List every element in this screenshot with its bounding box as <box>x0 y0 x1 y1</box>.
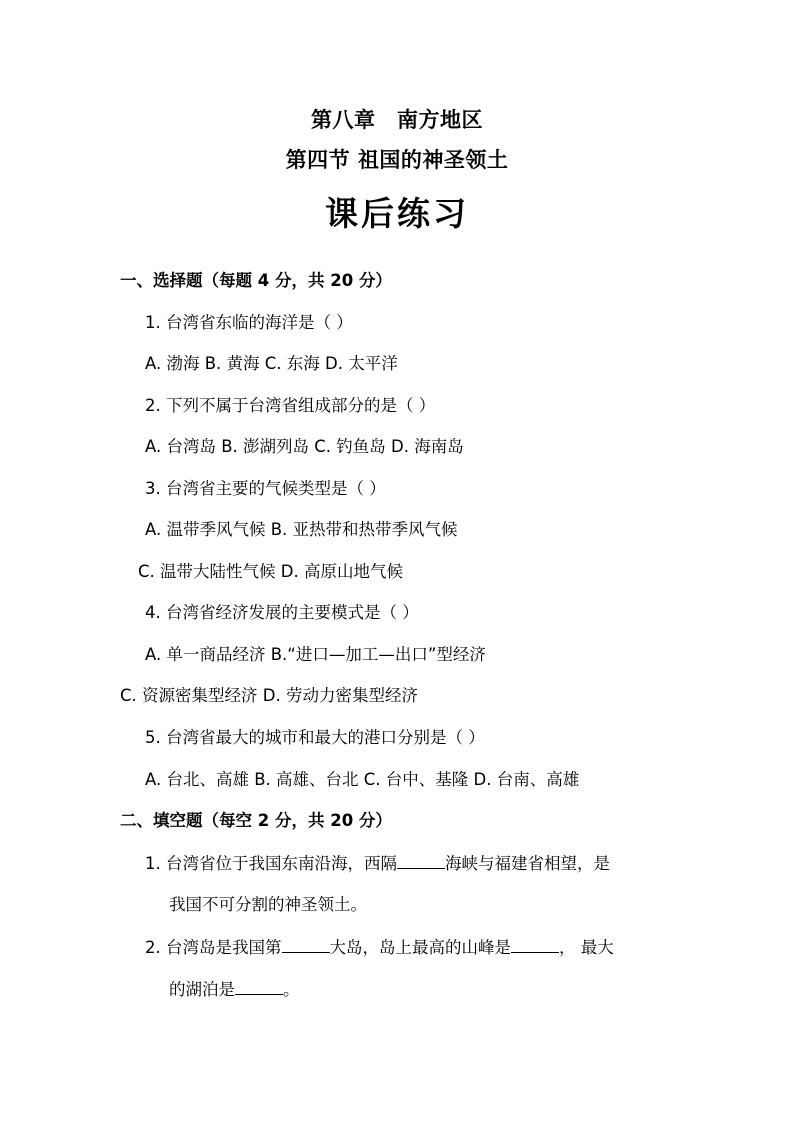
choice-question-4-options-line2: C. 资源密集型经济 D. 劳动力密集型经济 <box>120 686 418 705</box>
choice-question-2-options: A. 台湾岛 B. 澎湖列岛 C. 钓鱼岛 D. 海南岛 <box>145 437 464 456</box>
fill-question-1-text-b: 海峡与福建省相望，是 <box>445 854 610 873</box>
choice-question-2: 2. 下列不属于台湾省组成部分的是（ ） <box>145 396 436 415</box>
choice-question-5: 5. 台湾省最大的城市和最大的港口分别是（ ） <box>145 728 485 747</box>
answer-blank <box>511 936 559 953</box>
fill-question-2-line2-text-b: 。 <box>283 980 300 999</box>
choice-question-3-options-line1: A. 温带季风气候 B. 亚热带和热带季风气候 <box>145 520 458 539</box>
answer-blank <box>235 978 283 995</box>
choice-question-1-options: A. 渤海 B. 黄海 C. 东海 D. 太平洋 <box>145 354 398 373</box>
answer-blank <box>282 936 330 953</box>
fill-question-1-line2: 我国不可分割的神圣领土。 <box>169 895 367 914</box>
fill-question-1 <box>145 852 610 875</box>
fill-section-heading: 二、填空题（每空 2 分，共 20 分） <box>120 811 392 830</box>
page-title: 课后练习 <box>325 194 469 233</box>
fill-question-2-text-b: 大岛，岛上最高的山峰是 <box>329 938 511 957</box>
fill-question-2 <box>145 936 614 959</box>
fill-question-2-line2 <box>169 978 300 1001</box>
answer-blank <box>397 852 445 869</box>
fill-question-2-text-a: 2. 台湾岛是我国第 <box>145 938 282 957</box>
fill-question-2-text-c: ， 最大 <box>559 938 614 957</box>
choice-question-3-options-line2: C. 温带大陆性气候 D. 高原山地气候 <box>138 562 403 581</box>
choice-question-3: 3. 台湾省主要的气候类型是（ ） <box>145 479 386 498</box>
choice-question-5-options: A. 台北、高雄 B. 高雄、台北 C. 台中、基隆 D. 台南、高雄 <box>145 770 580 789</box>
choice-section-heading: 一、选择题（每题 4 分，共 20 分） <box>120 271 392 290</box>
fill-question-1-text-a: 1. 台湾省位于我国东南沿海，西隔 <box>145 854 397 873</box>
fill-question-2-line2-text-a: 的湖泊是 <box>169 980 235 999</box>
choice-question-4: 4. 台湾省经济发展的主要模式是（ ） <box>145 603 419 622</box>
chapter-title: 第八章 南方地区 <box>311 108 483 132</box>
choice-question-4-options-line1: A. 单一商品经济 B.“进口—加工—出口”型经济 <box>145 645 486 664</box>
choice-question-1: 1. 台湾省东临的海洋是（ ） <box>145 313 353 332</box>
section-title: 第四节 祖国的神圣领土 <box>285 148 509 172</box>
